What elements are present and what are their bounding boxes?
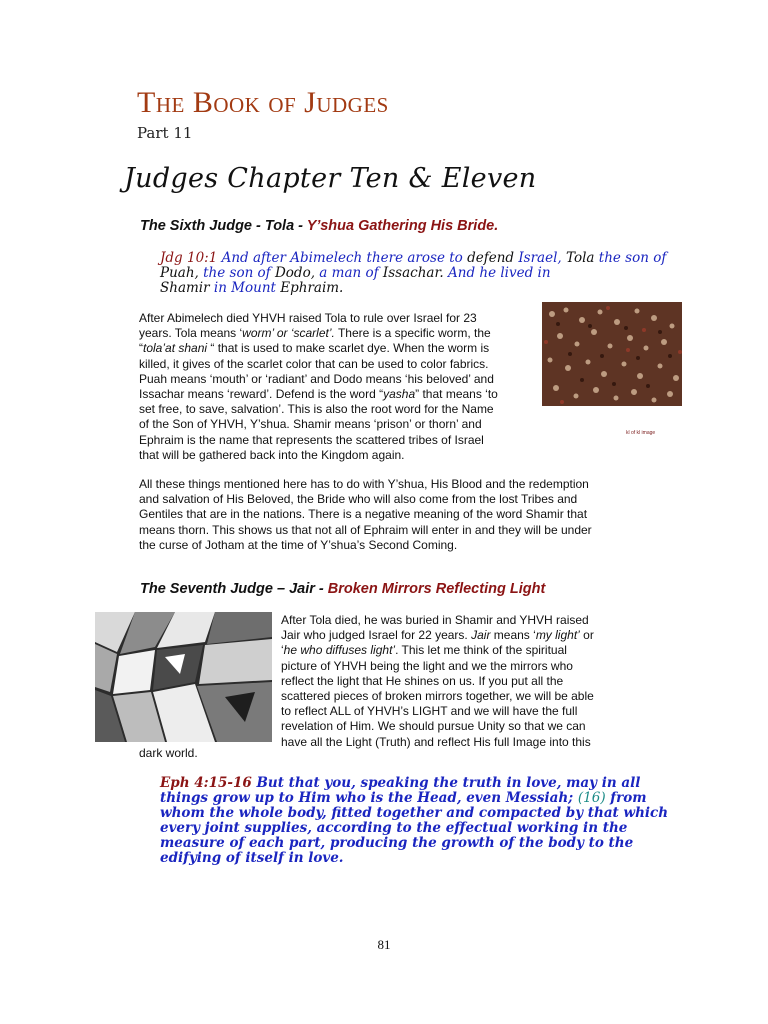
verse-text: But that you, speaking the truth in love, may in all <box>256 775 641 791</box>
text-span: my light’ <box>535 628 580 643</box>
verse-line: edifying of itself in love. <box>160 850 344 866</box>
text-span: There is a specific worm, the <box>334 326 491 341</box>
page-number: 81 <box>377 937 391 952</box>
paragraph-line: to reflect ALL of YHVH’s LIGHT and we will have the full <box>281 704 578 719</box>
paragraph-line: Gentiles that are in the nations. There is a negative meaning of the word Shamir that <box>139 507 588 522</box>
paragraph-line <box>281 628 641 643</box>
verse-jdg-10-1 <box>160 250 667 296</box>
redemption-paragraph <box>139 477 639 553</box>
paragraph-line <box>139 341 539 356</box>
text-span: Issachar means ‘reward’. Defend is the word “ <box>139 387 384 402</box>
paragraph-line: have all the Light (Truth) and reflect His full Image into this <box>281 734 591 749</box>
verse-reference: Eph 4:15-16 <box>160 775 252 791</box>
paragraph-line <box>139 326 539 341</box>
verse-reference: Jdg 10:1 <box>160 250 218 266</box>
verse-line <box>160 790 647 806</box>
verse-line: every joint supplies, according to the effectual working in the <box>160 820 628 836</box>
verse-text: Dodo, <box>274 265 315 281</box>
text-span: he who diffuses light’ <box>283 643 396 658</box>
paragraph-line: After Tola died, he was buried in Shamir and YHVH raised <box>281 613 589 627</box>
sixth-judge-heading <box>140 218 498 234</box>
seeds-image-caption: kl of kl image <box>626 430 656 436</box>
jair-paragraph-last-line: dark world. <box>139 746 198 760</box>
verse-text: Ephraim. <box>280 280 344 296</box>
text-span: ” that means ‘to <box>415 387 498 402</box>
text-span: worm’ or ‘scarlet’. <box>242 326 335 341</box>
paragraph-line: and salvation of His Beloved, the Bride who will also come from the lost Tribes and <box>139 492 578 507</box>
paragraph-line: means thorn. This shows us that not all of Ephraim will enter in and they will be under <box>139 522 592 537</box>
broken-mirrors-image <box>95 612 272 742</box>
text-span: “ that is used to make scarlet dye. When the worm is <box>207 341 490 356</box>
text-span: years. Tola means ‘ <box>139 326 243 341</box>
verse-eph-4-15-16 <box>160 775 669 866</box>
verse-text: Israel, <box>518 250 562 266</box>
text-span: Jair who judged Israel for 22 years. <box>281 628 472 643</box>
paragraph-line <box>281 643 641 658</box>
verse-text: a man of <box>319 265 379 281</box>
paragraph-line: that will be gathered back into the Kingdom again. <box>139 447 405 462</box>
sixth-judge-heading-prefix: The Sixth Judge - Tola - <box>140 218 307 234</box>
verse-number: (16) <box>577 790 606 806</box>
verse-text: things grow up to Him who is the Head, even Messiah; <box>160 790 574 806</box>
paragraph-line: of the Son of YHVH, Y’shua. Shamir means ‘prison’ or thorn’ and <box>139 417 482 432</box>
text-span: . This let me think of the spiritual <box>395 643 567 658</box>
seventh-judge-heading-prefix: The Seventh Judge – Jair - <box>140 581 328 597</box>
seventh-judge-heading-theme: Broken Mirrors Reflecting Light <box>327 581 546 597</box>
paragraph-line: revelation of Him. We should pursue Unity so that we can <box>281 719 586 734</box>
verse-text: Tola <box>566 250 595 266</box>
scarlet-worm-seeds-image <box>542 302 682 406</box>
verse-text: in Mount <box>213 280 276 296</box>
paragraph-line: reflect the light that He shines on us. If you put all the <box>281 673 564 688</box>
paragraph-line: All these things mentioned here has to do with Y’shua, His Blood and the redemption <box>139 477 589 491</box>
chapter-title: Judges Chapter Ten & Eleven <box>124 163 537 194</box>
paragraph-line: After Abimelech died YHVH raised Tola to rule over Israel for 23 <box>139 311 477 325</box>
text-span: yasha <box>383 387 416 402</box>
tola-paragraph <box>139 311 539 463</box>
book-title: The Book of Judges <box>137 86 389 119</box>
paragraph-line <box>139 387 539 402</box>
seeds-illustration <box>542 302 682 406</box>
paragraph-line: set free, to save, salvation’. This is also the root word for the Name <box>139 402 494 417</box>
text-span: means ‘ <box>490 628 536 643</box>
verse-text: Shamir <box>160 280 210 296</box>
verse-line: measure of each part, producing the growth of the body to the <box>160 835 634 851</box>
verse-line: whom the whole body, fitted together and compacted by that which <box>160 805 669 821</box>
text-span: tola’at shani <box>143 341 208 356</box>
verse-text: Puah, <box>160 265 199 281</box>
text-span: ‘ <box>281 643 284 658</box>
part-label: Part 11 <box>137 124 193 142</box>
jair-paragraph <box>281 613 641 750</box>
verse-text: Issachar. <box>382 265 444 281</box>
paragraph-line: killed, it gives of the scarlet color that can be used to color fabrics. <box>139 356 489 371</box>
text-span: “ <box>139 341 143 356</box>
verse-text: And after Abimelech there arose to <box>221 250 463 266</box>
sixth-judge-heading-theme: Y’shua Gathering His Bride. <box>306 218 499 234</box>
paragraph-line: Puah means ‘mouth’ or ‘radiant’ and Dodo means ‘his beloved’ and <box>139 371 494 386</box>
broken-mirrors-illustration <box>95 612 272 742</box>
verse-text: the son of <box>203 265 271 281</box>
seventh-judge-heading <box>140 581 545 597</box>
paragraph-line: scattered pieces of broken mirrors together, we will be able <box>281 689 594 704</box>
verse-text: defend <box>467 250 515 266</box>
verse-text: the son of <box>598 250 667 266</box>
text-span: or <box>579 628 594 643</box>
paragraph-line: the curse of Jotham at the time of Y’shua’s Second Coming. <box>139 537 458 552</box>
paragraph-line: picture of YHVH being the light and we the mirrors who <box>281 658 573 673</box>
verse-line <box>160 775 641 791</box>
text-span: Jair <box>471 628 491 643</box>
verse-text: And he lived in <box>448 265 551 281</box>
verse-text: from <box>610 790 647 806</box>
paragraph-line: Ephraim is the name that represents the scattered tribes of Israel <box>139 432 484 447</box>
